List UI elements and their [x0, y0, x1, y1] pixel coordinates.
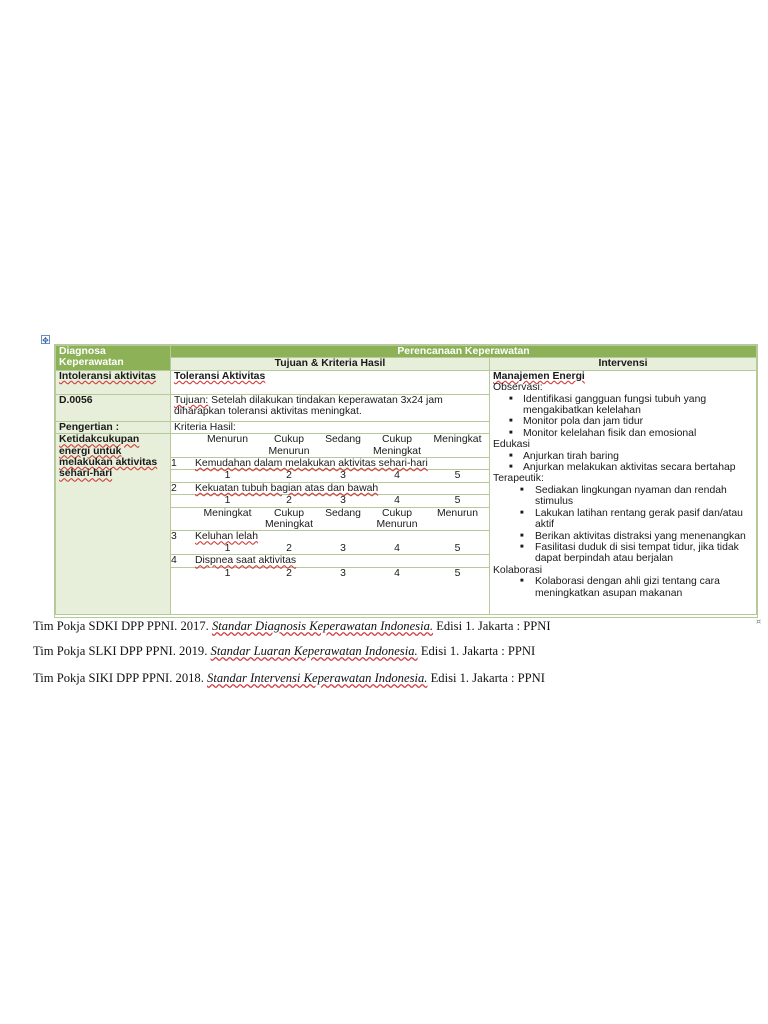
- pengertian-text: Ketidakcukupan energi untuk melakukan aktivitas sehari-hari: [59, 434, 158, 480]
- scale-a-3: Sedang: [325, 434, 361, 446]
- terapeutik-list: [493, 485, 753, 565]
- reference-title: Standar Diagnosis Keperawatan Indonesia.: [211, 619, 434, 633]
- score: 4: [368, 567, 426, 579]
- pengertian-label: Pengertian :: [56, 421, 171, 433]
- header-tujuan: Tujuan & Kriteria Hasil: [171, 358, 490, 370]
- score: 4: [394, 542, 400, 554]
- tujuan-text: Setelah dilakukan tindakan keperawatan 3x24 jam diharapkan toleransi aktivitas meningkat.: [174, 394, 443, 418]
- criterion-num: 1: [171, 458, 195, 470]
- scale-a-1: Menurun: [206, 434, 248, 446]
- criterion-label: Kekuatan tubuh bagian atas dan bawah: [195, 482, 379, 494]
- header-perencanaan: Perencanaan Keperawatan: [171, 346, 757, 358]
- criterion-label: Dispnea saat aktivitas: [195, 555, 297, 567]
- header-intervensi: Intervensi: [490, 358, 757, 370]
- intervention-item: ■ Monitor pola dan jam tidur: [493, 416, 753, 427]
- intervention-item: ■ Identifikasi gangguan fungsi tubuh yang mengakibatkan kelelahan: [493, 394, 753, 417]
- score: 5: [426, 495, 489, 507]
- reference-edition: Edisi 1. Jakarta : PPNI: [436, 619, 551, 633]
- reference-item: [33, 619, 551, 634]
- score: 2: [286, 542, 292, 554]
- intervention-item: ■ Anjurkan melakukan aktivitas secara bertahap: [493, 462, 753, 473]
- score: 5: [426, 567, 489, 579]
- intervention-item: ■ Kolaborasi dengan ahli gizi tentang cara meningkatkan asupan makanan: [493, 576, 753, 599]
- reference-title: Standar Luaran Keperawatan Indonesia.: [210, 644, 418, 658]
- intervention-item: ■ Berikan aktivitas distraksi yang menenangkan: [493, 531, 753, 542]
- criterion-num: 3: [171, 531, 195, 543]
- criterion-label: Keluhan lelah: [195, 531, 258, 543]
- tujuan-cell: [171, 394, 490, 421]
- nursing-care-plan-table: [54, 344, 758, 618]
- score: 3: [318, 495, 368, 507]
- intervention-item: ■ Lakukan latihan rentang gerak pasif dan/atau aktif: [493, 508, 753, 531]
- intervention-item: ■ Fasilitasi duduk di sisi tempat tidur, jika tidak dapat berpindah atau berjalan: [493, 542, 753, 565]
- scale-b-2: Cukup Meningkat: [260, 507, 318, 531]
- diagnosis-name: Intoleransi aktivitas: [59, 370, 157, 382]
- scale-a-2: Cukup Menurun: [268, 434, 310, 457]
- tujuan-label: Tujuan:: [174, 394, 209, 406]
- edukasi-list: [493, 451, 753, 474]
- outcome-title: Toleransi Aktivitas: [174, 370, 266, 382]
- header-diagnosa: Diagnosa Keperawatan: [56, 346, 171, 371]
- score: 1: [195, 470, 260, 482]
- scale-b-1: Meningkat: [195, 507, 260, 531]
- score: 5: [426, 470, 489, 482]
- observasi-list: [493, 394, 753, 440]
- criterion-num: 2: [171, 482, 195, 494]
- scale-b-5: Menurun: [426, 507, 489, 531]
- terapeutik-label: Terapeutik:: [493, 473, 544, 485]
- criterion-label: Kemudahan dalam melakukan aktivitas sehari-hari: [195, 458, 428, 470]
- diagnosis-code: D.0056: [56, 394, 171, 421]
- edukasi-label: Edukasi: [493, 439, 530, 451]
- criterion-num: 4: [171, 555, 195, 567]
- score: 3: [318, 567, 368, 579]
- reference-edition: Edisi 1. Jakarta : PPNI: [430, 671, 545, 685]
- score: 1: [195, 567, 260, 579]
- reference-author: Tim Pokja SDKI DPP PPNI. 2017.: [33, 619, 209, 633]
- reference-title: Standar Intervensi Keperawatan Indonesia.: [207, 671, 428, 685]
- reference-edition: Edisi 1. Jakarta : PPNI: [420, 644, 536, 658]
- intervention-item: ■ Anjurkan tirah baring: [493, 451, 753, 462]
- score: 1: [195, 495, 260, 507]
- kriteria-label: Kriteria Hasil:: [171, 421, 490, 433]
- kriteria-hasil-cell: [171, 434, 490, 615]
- observasi-label: Observasi:: [493, 382, 543, 394]
- reference-item: [33, 671, 545, 686]
- intervention-item: ■ Sediakan lingkungan nyaman dan rendah stimulus: [493, 485, 753, 508]
- score: 4: [368, 495, 426, 507]
- reference-item: [33, 644, 535, 659]
- score: 2: [260, 495, 318, 507]
- reference-author: Tim Pokja SLKI DPP PPNI. 2019.: [33, 644, 208, 658]
- end-of-cell-mark: ¤: [756, 617, 762, 626]
- intervention-cell: [490, 370, 757, 614]
- score: 3: [340, 542, 346, 554]
- score: 4: [368, 470, 426, 482]
- score: 2: [260, 470, 318, 482]
- intervention-title: Manajemen Energi: [493, 370, 585, 382]
- scale-a-5: Meningkat: [433, 434, 482, 446]
- score: 3: [318, 470, 368, 482]
- reference-author: Tim Pokja SIKI DPP PPNI. 2018.: [33, 671, 204, 685]
- kriteria-hasil-table: [171, 434, 489, 579]
- score: 1: [224, 542, 231, 554]
- score: 5: [454, 542, 461, 554]
- kolaborasi-label: Kolaborasi: [493, 564, 543, 576]
- scale-b-4: Cukup Menurun: [368, 507, 426, 531]
- kolaborasi-list: [493, 576, 753, 599]
- scale-b-3: Sedang: [318, 507, 368, 531]
- table-move-handle-icon[interactable]: ✥: [42, 336, 49, 345]
- scale-a-4: Cukup Meningkat: [373, 434, 421, 457]
- intervention-item: ■ Monitor kelelahan fisik dan emosional: [493, 428, 753, 439]
- score: 2: [260, 567, 318, 579]
